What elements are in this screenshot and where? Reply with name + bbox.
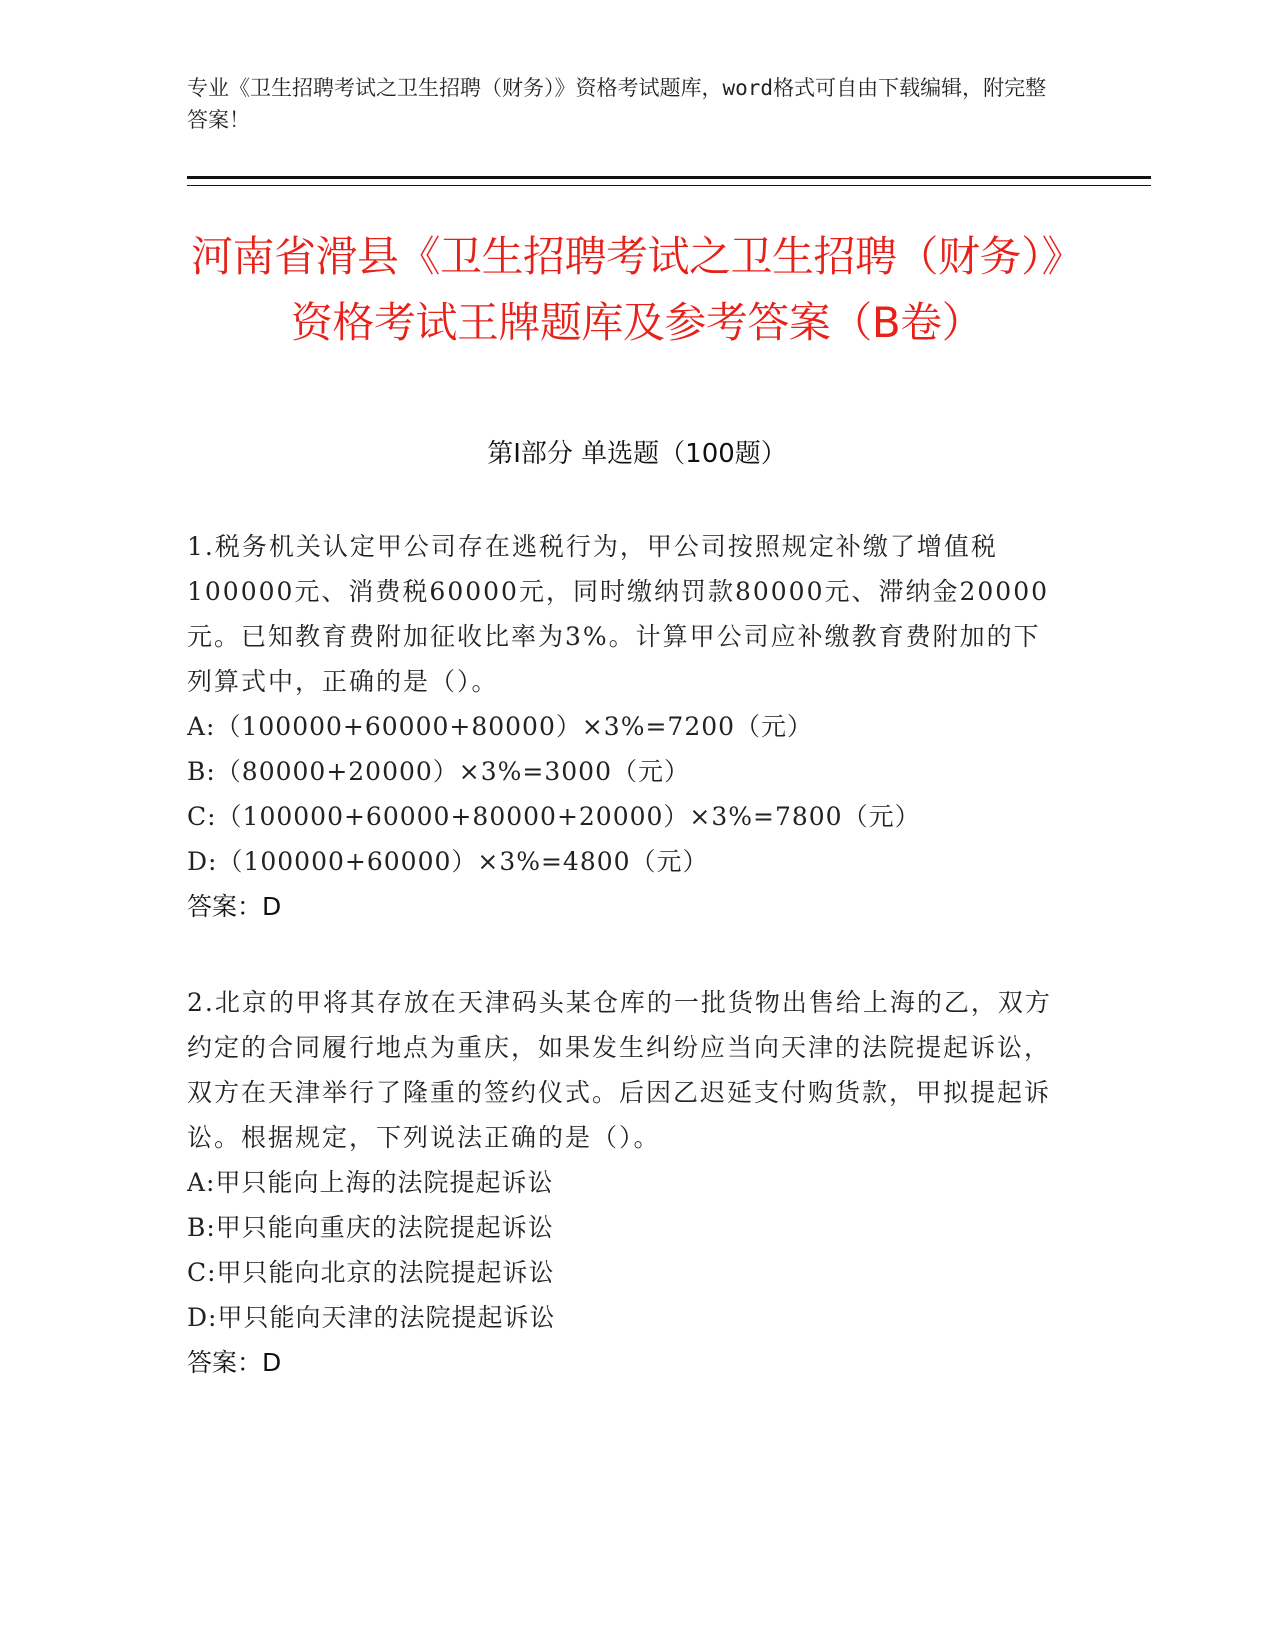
section-heading: 第Ⅰ部分 单选题（100题） — [487, 439, 787, 469]
question-2 — [187, 980, 1067, 1385]
header-divider — [187, 176, 1151, 186]
option-b: B:甲只能向重庆的法院提起诉讼 — [187, 1213, 554, 1242]
option-d: D:（100000+60000）×3%=4800（元） — [187, 847, 709, 876]
question-1 — [187, 524, 1067, 929]
option-c: C:甲只能向北京的法院提起诉讼 — [187, 1258, 555, 1287]
option-b: B:（80000+20000）×3%=3000（元） — [187, 757, 690, 786]
option-d: D:甲只能向天津的法院提起诉讼 — [187, 1303, 556, 1332]
option-a: A:甲只能向上海的法院提起诉讼 — [187, 1168, 554, 1197]
option-c: C:（100000+60000+80000+20000）×3%=7800（元） — [187, 802, 921, 831]
header-note: 专业《卫生招聘考试之卫生招聘（财务）》资格考试题库，word格式可自由下载编辑，附完整答案！ — [187, 76, 1047, 132]
option-a: A:（100000+60000+80000）×3%=7200（元） — [187, 712, 814, 741]
document-title: 河南省滑县《卫生招聘考试之卫生招聘（财务）》资格考试王牌题库及参考答案（B卷） — [190, 232, 1083, 347]
question-stem: 2.北京的甲将其存放在天津码头某仓库的一批货物出售给上海的乙，双方约定的合同履行地点为重庆，如果发生纠纷应当向天津的法院提起诉讼，双方在天津举行了隆重的签约仪式。后因乙迟延支付购货款，甲拟提起诉讼。根据规定，下列说法正确的是（）。 — [187, 988, 1052, 1152]
answer: 答案：D — [187, 1348, 282, 1377]
answer: 答案：D — [187, 892, 282, 921]
question-stem: 1.税务机关认定甲公司存在逃税行为，甲公司按照规定补缴了增值税100000元、消费税60000元，同时缴纳罚款80000元、滞纳金20000元。已知教育费附加征收比率为3%。计算甲公司应补缴教育费附加的下列算式中，正确的是（）。 — [187, 532, 1050, 696]
